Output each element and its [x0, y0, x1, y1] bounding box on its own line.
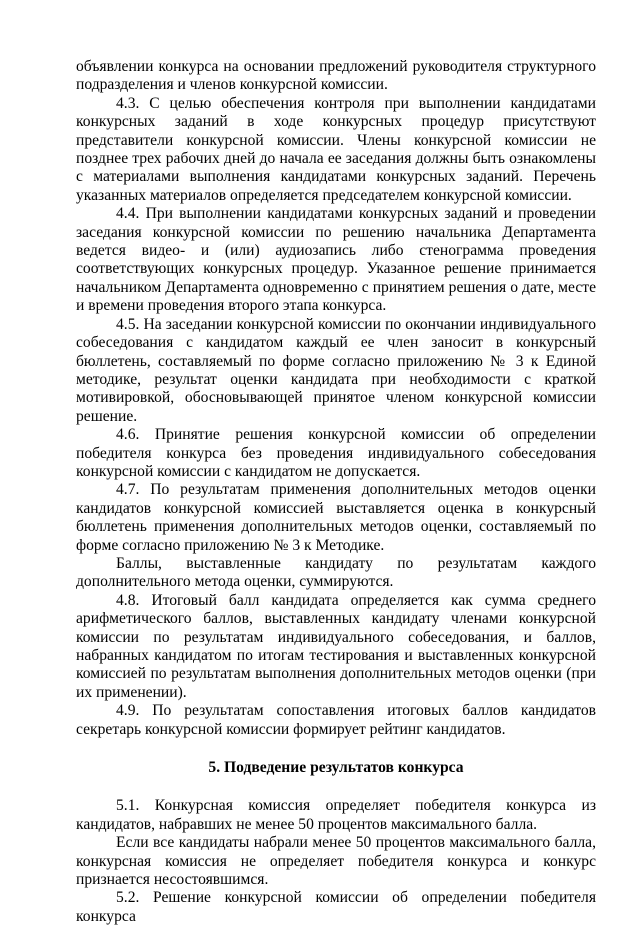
paragraph-4-8: 4.8. Итоговый балл кандидата определяется как сумма среднего арифметического баллов, выставленных кандидату членами конкурсной комиссии по результатам индивидуального собеседования, и баллов, набранных кандидатом по итогам тестирования и выставленных конкурсной комиссией по результатам выполнения дополнительных методов оценки (при их применении). [76, 591, 596, 701]
paragraph-4-7-points: Баллы, выставленные кандидату по результатам каждого дополнительного метода оценки, суммируются. [76, 554, 596, 591]
document-page [76, 58, 596, 926]
paragraph-continuation: объявлении конкурса на основании предложений руководителя структурного подразделения и членов конкурсной комиссии. [76, 58, 596, 94]
paragraph-4-5: 4.5. На заседании конкурсной комиссии по окончании индивидуального собеседования с кандидатом каждый ее член заносит в конкурсный бюллетень, составляемый по форме согласно приложению № 3 к Единой методике, результат оценки кандидата при необходимости с краткой мотивировкой, обосновывающей принятое членом конкурсной комиссии решение. [76, 315, 596, 425]
paragraph-4-4: 4.4. При выполнении кандидатами конкурсных заданий и проведении заседания конкурсной комиссии по решению начальника Департамента ведется видео- и (или) аудиозапись либо стенограмма проведения соответствующих конкурсных процедур. Указанное решение принимается начальником Департамента одновременно с принятием решения о дате, месте и времени проведения второго этапа конкурса. [76, 205, 596, 315]
section-heading-5: 5. Подведение результатов конкурса [208, 759, 464, 777]
paragraph-4-6: 4.6. Принятие решения конкурсной комиссии об определении победителя конкурса без проведения индивидуального собеседования конкурсной комиссии с кандидатом не допускается. [76, 426, 596, 480]
paragraph-5-1: 5.1. Конкурсная комиссия определяет победителя конкурса из кандидатов, набравших не менее 50 процентов максимального балла. [76, 797, 596, 833]
paragraph-4-3: 4.3. С целью обеспечения контроля при выполнении кандидатами конкурсных заданий в ходе конкурсных процедур присутствуют представители конкурсной комиссии. Члены конкурсной комиссии не позднее трех рабочих дней до начала ее заседания должны быть ознакомлены с материалами выполнения кандидатами конкурсных заданий. Перечень указанных материалов определяется председателем конкурсной комиссии. [76, 94, 596, 204]
paragraph-5-2: 5.2. Решение конкурсной комиссии об определении победителя конкурса [76, 889, 596, 925]
paragraph-5-1-no-winner: Если все кандидаты набрали менее 50 процентов максимального балла, конкурсная комиссия не определяет победителя конкурса и конкурс признается несостоявшимся. [76, 834, 596, 889]
paragraph-4-9: 4.9. По результатам сопоставления итоговых баллов кандидатов секретарь конкурсной комиссии формирует рейтинг кандидатов. [76, 702, 596, 738]
paragraph-4-7: 4.7. По результатам применения дополнительных методов оценки кандидатов конкурсной комиссией выставляется оценка в конкурсный бюллетень применения дополнительных методов оценки, составляемый по форме согласно приложению № 3 к Методике. [76, 481, 596, 554]
